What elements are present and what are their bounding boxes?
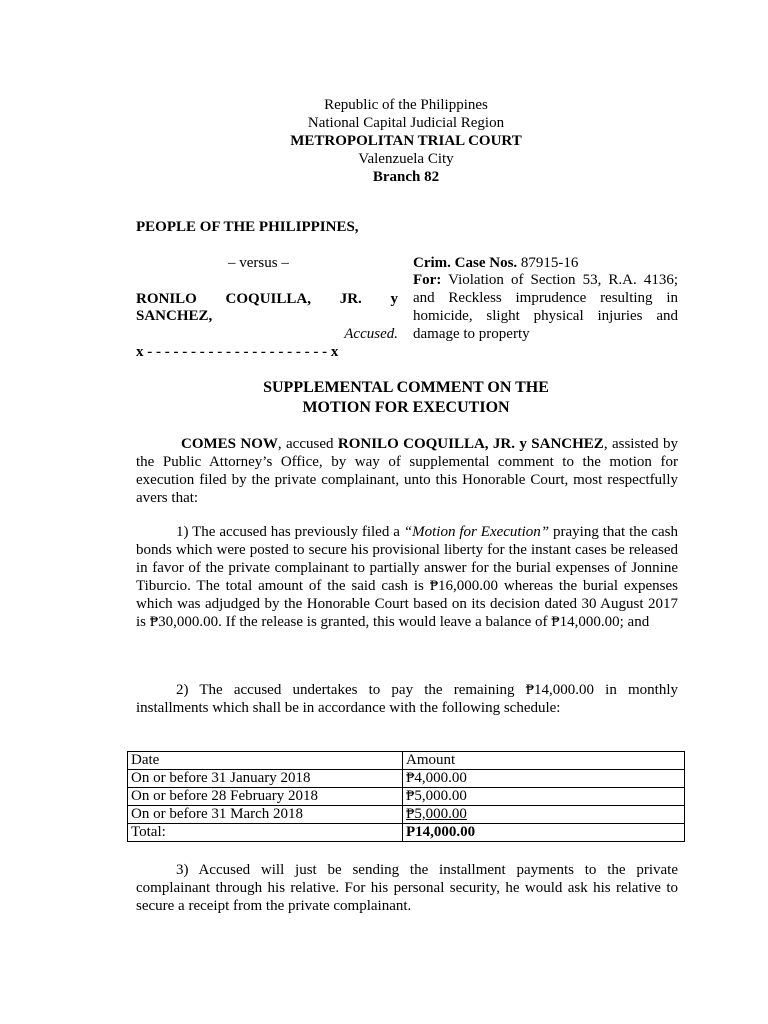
header-amount: Amount (403, 752, 685, 770)
accused-label (136, 325, 398, 343)
table-row: On or before 31 January 2018 ₱4,000.00 (128, 770, 685, 788)
charges-label: For: (413, 272, 442, 288)
plaintiff-name: PEOPLE OF THE PHILIPPINES, (136, 219, 359, 235)
header-republic: Republic of the Philippines (324, 97, 488, 113)
comes-now: COMES NOW (181, 436, 278, 452)
total-amount: P14,000.00 (403, 824, 685, 842)
motion-title: “Motion for Execution” (403, 524, 550, 540)
case-number-line (413, 254, 678, 272)
versus-label: – versus – (228, 255, 289, 271)
accused-name-line2: SANCHEZ, (136, 308, 213, 324)
total-label: Total: (128, 824, 403, 842)
caption-separator: x - - - - - - - - - - - - - - - - - - - - - x (136, 344, 339, 360)
document-title (0, 378, 768, 418)
accused-name-line1: RONILO COQUILLA, JR. y (136, 291, 398, 307)
paragraph-2: 2) The accused undertakes to pay the remaining ₱14,000.00 in monthly installments which shall be in accordance with the following schedule: (136, 682, 678, 716)
header-region: National Capital Judicial Region (307, 115, 505, 131)
last-installment-amount: ₱5,000.00 (406, 806, 467, 822)
intro-paragraph: COMES NOW, accused RONILO COQUILLA, JR. y SANCHEZ, assisted by the Public Attorney’s Office, by way of supplemental comment to the motion for execution filed by the private complainant, unto this Honorable Court, most respectfully avers that: (136, 436, 678, 506)
title-line2: MOTION FOR EXECUTION (302, 399, 510, 416)
table-total-row (128, 824, 685, 842)
paragraph-3: 3) Accused will just be sending the installment payments to the private complainant through his relative. For his personal security, he would ask his relative to secure a receipt from the private complainant. (136, 862, 678, 914)
header-court: METROPOLITAN TRIAL COURT (290, 133, 522, 149)
header-date: Date (128, 752, 403, 770)
payment-schedule-table (127, 751, 685, 842)
case-charges (413, 271, 678, 343)
court-header (0, 96, 768, 186)
accused-label-text: Accused. (344, 326, 398, 342)
table-row: On or before 28 February 2018 ₱5,000.00 (128, 788, 685, 806)
title-line1: SUPPLEMENTAL COMMENT ON THE (263, 379, 549, 396)
case-number-value: 87915-16 (520, 255, 579, 271)
paragraph-1: 1) The accused has previously filed a “Motion for Execution” praying that the cash bonds which were posted to secure his provisional liberty for the instant cases be released in favor of the private complainant to partially answer for the burial expenses of Jonnine Tiburcio. The total amount of the said cash is ₱16,000.00 whereas the burial expenses which was adjudged by the Honorable Court based on its decision dated 30 August 2017 is ₱30,000.00. If the release is granted, this would leave a balance of ₱14,000.00; and (136, 524, 678, 630)
header-branch: Branch 82 (372, 169, 440, 185)
table-header-row (128, 752, 685, 770)
header-city: Valenzuela City (358, 151, 454, 167)
intro-accused-name: RONILO COQUILLA, JR. y SANCHEZ (337, 436, 604, 452)
table-row: On or before 31 March 2018 ₱5,000.00 (128, 806, 685, 824)
charges-text: Violation of Section 53, R.A. 4136; and Reckless imprudence resulting in homicide, slight physical injuries and damage to property (413, 272, 678, 342)
case-number-label: Crim. Case Nos. (413, 255, 518, 271)
